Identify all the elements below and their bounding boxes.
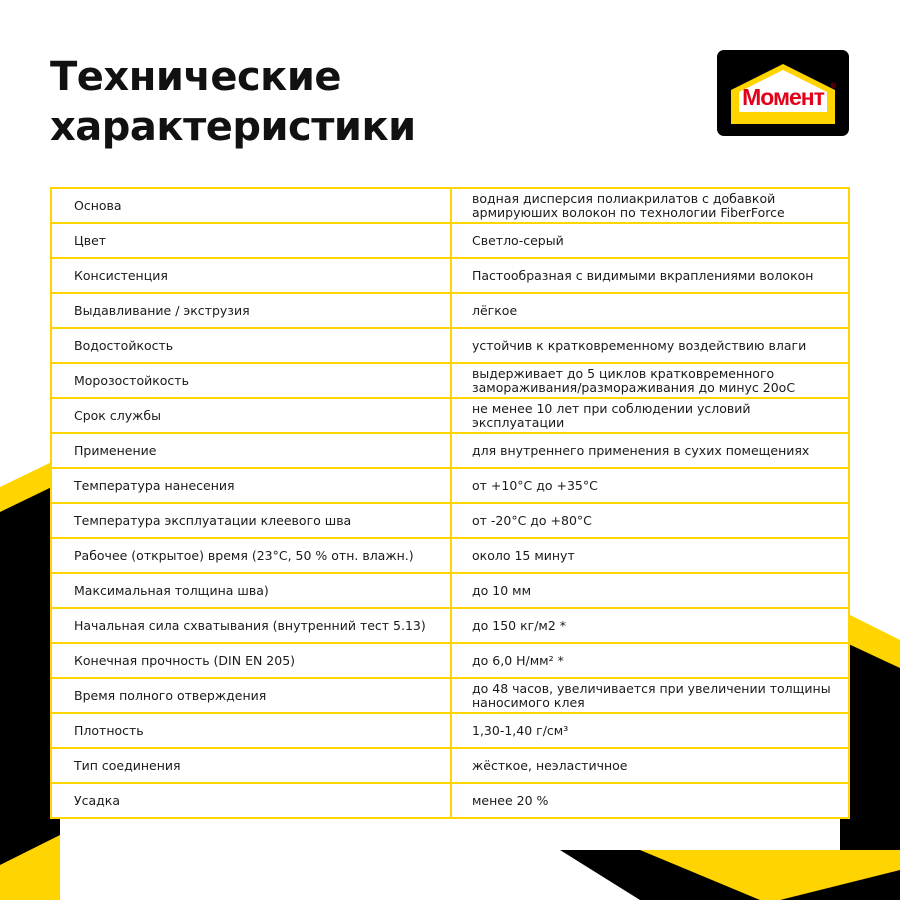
table-row	[51, 783, 849, 818]
spec-parameter-cell: Основа	[51, 188, 451, 223]
spec-value-cell: 1,30-1,40 г/см³	[451, 713, 849, 748]
spec-value-cell: для внутреннего применения в сухих помещениях	[451, 433, 849, 468]
table-row	[51, 503, 849, 538]
spec-value-cell: менее 20 %	[451, 783, 849, 818]
spec-parameter-cell: Рабочее (открытое) время (23°С, 50 % отн. влажн.)	[51, 538, 451, 573]
spec-parameter-cell: Консистенция	[51, 258, 451, 293]
logo-wordmark: Момент	[742, 84, 824, 110]
spec-value-cell: устойчив к кратковременному воздействию влаги	[451, 328, 849, 363]
spec-parameter-cell: Начальная сила схватывания (внутренний тест 5.13)	[51, 608, 451, 643]
table-row	[51, 713, 849, 748]
spec-value-cell: Светло-серый	[451, 223, 849, 258]
spec-value-cell: до 48 часов, увеличивается при увеличении толщины наносимого клея	[451, 678, 849, 713]
page-title-line-1: Технические	[50, 54, 341, 100]
table-row	[51, 188, 849, 223]
table-row	[51, 643, 849, 678]
spec-value-cell: от +10°С до +35°С	[451, 468, 849, 503]
spec-parameter-cell: Срок службы	[51, 398, 451, 433]
spec-value-cell: Пастообразная с видимыми вкраплениями волокон	[451, 258, 849, 293]
spec-parameter-cell: Конечная прочность (DIN EN 205)	[51, 643, 451, 678]
table-row	[51, 258, 849, 293]
table-row	[51, 433, 849, 468]
spec-parameter-cell: Максимальная толщина шва)	[51, 573, 451, 608]
table-row	[51, 748, 849, 783]
table-row	[51, 573, 849, 608]
spec-parameter-cell: Время полного отверждения	[51, 678, 451, 713]
specifications-table	[50, 187, 850, 819]
moment-brand-logo	[717, 50, 849, 136]
spec-value-cell: до 150 кг/м2 *	[451, 608, 849, 643]
spec-parameter-cell: Морозостойкость	[51, 363, 451, 398]
table-row	[51, 363, 849, 398]
page-title-line-2: характеристики	[50, 104, 416, 150]
spec-parameter-cell: Плотность	[51, 713, 451, 748]
spec-value-cell: до 6,0 Н/мм² *	[451, 643, 849, 678]
spec-value-cell: не менее 10 лет при соблюдении условий эксплуатации	[451, 398, 849, 433]
table-row	[51, 608, 849, 643]
spec-parameter-cell: Водостойкость	[51, 328, 451, 363]
spec-parameter-cell: Температура эксплуатации клеевого шва	[51, 503, 451, 538]
spec-value-cell: около 15 минут	[451, 538, 849, 573]
spec-value-cell: от -20°С до +80°С	[451, 503, 849, 538]
table-row	[51, 468, 849, 503]
spec-parameter-cell: Усадка	[51, 783, 451, 818]
spec-value-cell: жёсткое, неэластичное	[451, 748, 849, 783]
spec-value-cell: до 10 мм	[451, 573, 849, 608]
logo-registered-mark: ®	[830, 83, 836, 90]
spec-value-cell: выдерживает до 5 циклов кратковременного замораживания/размораживания до минус 20оС	[451, 363, 849, 398]
table-row	[51, 678, 849, 713]
specifications-table-body	[51, 188, 849, 818]
page-title	[50, 52, 416, 152]
table-row	[51, 398, 849, 433]
spec-value-cell: водная дисперсия полиакрилатов с добавкой армируюших волокон по технологии FiberForce	[451, 188, 849, 223]
spec-parameter-cell: Применение	[51, 433, 451, 468]
table-row	[51, 293, 849, 328]
table-row	[51, 538, 849, 573]
table-row	[51, 223, 849, 258]
spec-parameter-cell: Тип соединения	[51, 748, 451, 783]
spec-value-cell: лёгкое	[451, 293, 849, 328]
spec-parameter-cell: Температура нанесения	[51, 468, 451, 503]
spec-parameter-cell: Цвет	[51, 223, 451, 258]
table-row	[51, 328, 849, 363]
spec-parameter-cell: Выдавливание / экструзия	[51, 293, 451, 328]
